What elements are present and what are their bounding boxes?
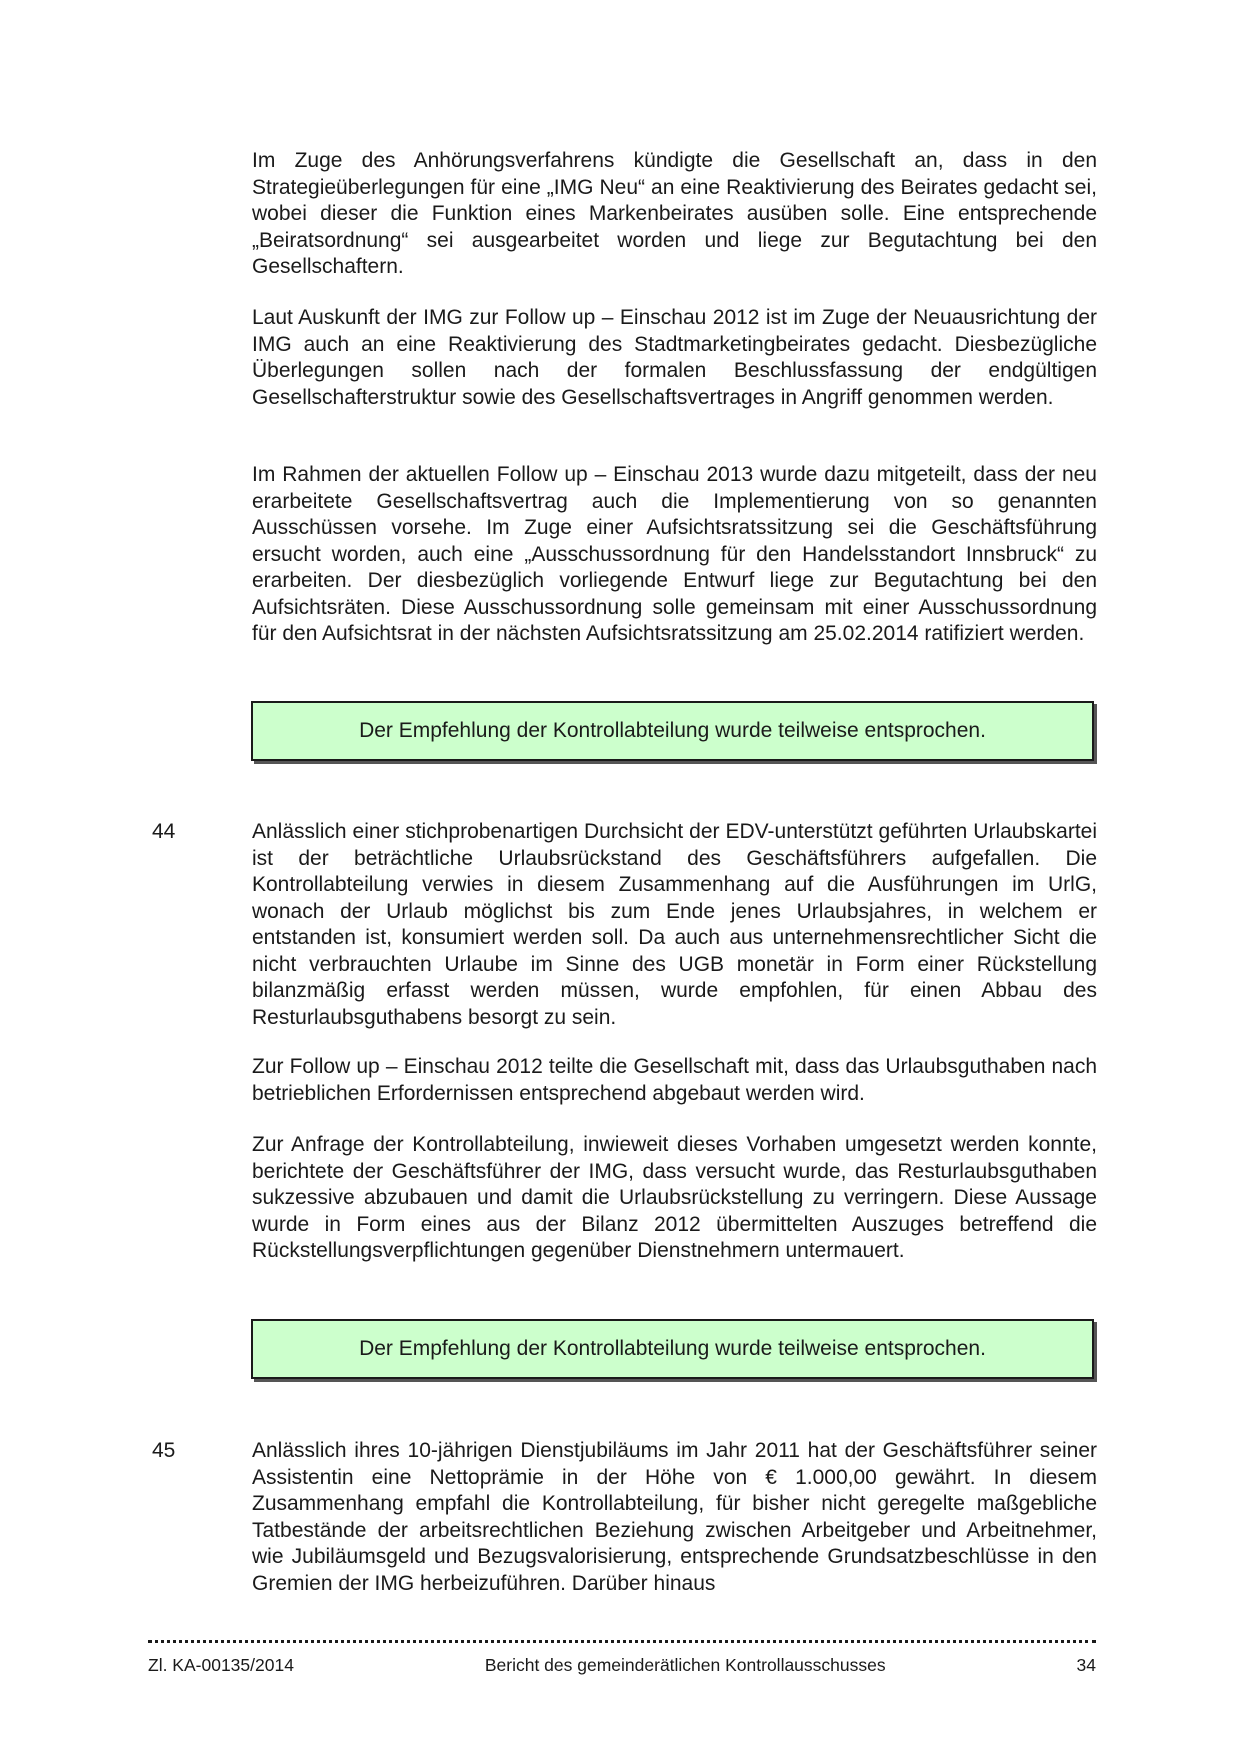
footer-reference: Zl. KA-00135/2014 — [148, 1655, 294, 1675]
paragraph-44-followup-2012: Zur Follow up – Einschau 2012 teilte die Gesellschaft mit, dass das Urlaubsguthaben nach betrieblichen Erfordernissen entsprechend abgebaut werden wird. — [252, 1055, 1097, 1105]
paragraph-45-jubilaeum: Anlässlich ihres 10-jährigen Dienstjubiläums im Jahr 2011 hat der Geschäftsführer seiner Assistentin eine Nettoprämie in der Höhe von € 1.000,00 gewährt. In diesem Zusammenhang empfahl die Kontrollabteilung, für bisher nicht geregelte maßgebliche Tatbestände der arbeitsrechtlichen Beziehung zwischen Arbeitgeber und Arbeitnehmer, wie Jubiläumsgeld und Bezugsvalorisierung, entsprechende Grundsatzbeschlüsse in den Gremien der IMG herbeizuführen. Darüber hinaus — [252, 1439, 1097, 1595]
page-footer — [148, 1655, 1096, 1676]
recommendation-status-box — [251, 701, 1094, 761]
footer-title: Bericht des gemeinderätlichen Kontrollausschusses — [484, 1655, 886, 1675]
paragraph-number-45: 45 — [152, 1439, 176, 1462]
recommendation-status-box — [251, 1319, 1094, 1379]
paragraph-number-44: 44 — [152, 820, 176, 843]
footer-page-number: 34 — [1076, 1655, 1096, 1675]
paragraph-44-urlaub: Anlässlich einer stichprobenartigen Durchsicht der EDV-unterstützt geführten Urlaubskartei ist der beträchtliche Urlaubsrückstand des Geschäftsführers aufgefallen. Die Kontrollabteilung verwies in diesem Zusammenhang auf die Ausführungen im UrlG, wonach der Urlaub möglichst bis zum Ende jenes Urlaubsjahres, in welchem er entstanden ist, konsumiert werden soll. Da auch aus unternehmensrechtlicher Sicht die nicht verbrauchten Urlaube im Sinne des UGB monetär in Form einer Rückstellung bilanzmäßig erfasst werden müssen, wurde empfohlen, für einen Abbau des Resturlaubsguthabens besorgt zu sein. — [252, 820, 1097, 1029]
paragraph-beirat-anhoerung: Im Zuge des Anhörungsverfahrens kündigte die Gesellschaft an, dass in den Strategieüberlegungen für eine „IMG Neu“ an eine Reaktivierung des Beirates gedacht sei, wobei dieser die Funktion eines Markenbeirates ausüben solle. Eine entsprechende „Beiratsordnung“ sei ausgearbeitet worden und liege zur Begutachtung bei den Gesellschaftern. — [252, 149, 1097, 278]
paragraph-followup-2013: Im Rahmen der aktuellen Follow up – Einschau 2013 wurde dazu mitgeteilt, dass der neu erarbeitete Gesellschaftsvertrag auch die Implementierung von so genannten Ausschüssen vorsehe. Im Zuge einer Aufsichtsratssitzung sei die Geschäftsführung ersucht worden, auch eine „Ausschussordnung für den Handelsstandort Innsbruck“ zu erarbeiten. Der diesbezüglich vorliegende Entwurf liege zur Begutachtung bei den Aufsichtsräten. Diese Ausschussordnung solle gemeinsam mit einer Ausschussordnung für den Aufsichtsrat in der nächsten Aufsichtsratssitzung am 25.02.2014 ratifiziert werden. — [252, 463, 1097, 645]
footer-dotted-divider — [148, 1640, 1096, 1643]
recommendation-status-text: Der Empfehlung der Kontrollabteilung wurde teilweise entsprochen. — [359, 1337, 986, 1360]
paragraph-followup-2012: Laut Auskunft der IMG zur Follow up – Einschau 2012 ist im Zuge der Neuausrichtung der IMG auch an eine Reaktivierung des Stadtmarketingbeirates gedacht. Diesbezügliche Überlegungen sollen nach der formalen Beschlussfassung der endgültigen Gesellschafterstruktur sowie des Gesellschaftsvertrages in Angriff genommen werden. — [252, 306, 1097, 409]
recommendation-status-text: Der Empfehlung der Kontrollabteilung wurde teilweise entsprochen. — [359, 719, 986, 742]
paragraph-44-anfrage: Zur Anfrage der Kontrollabteilung, inwieweit dieses Vorhaben umgesetzt werden konnte, berichtete der Geschäftsführer der IMG, dass versucht wurde, das Resturlaubsguthaben sukzessive abzubauen und damit die Urlaubsrückstellung zu verringern. Diese Aussage wurde in Form eines aus der Bilanz 2012 übermittelten Auszuges betreffend die Rückstellungsverpflichtungen gegenüber Dienstnehmern untermauert. — [252, 1133, 1097, 1262]
